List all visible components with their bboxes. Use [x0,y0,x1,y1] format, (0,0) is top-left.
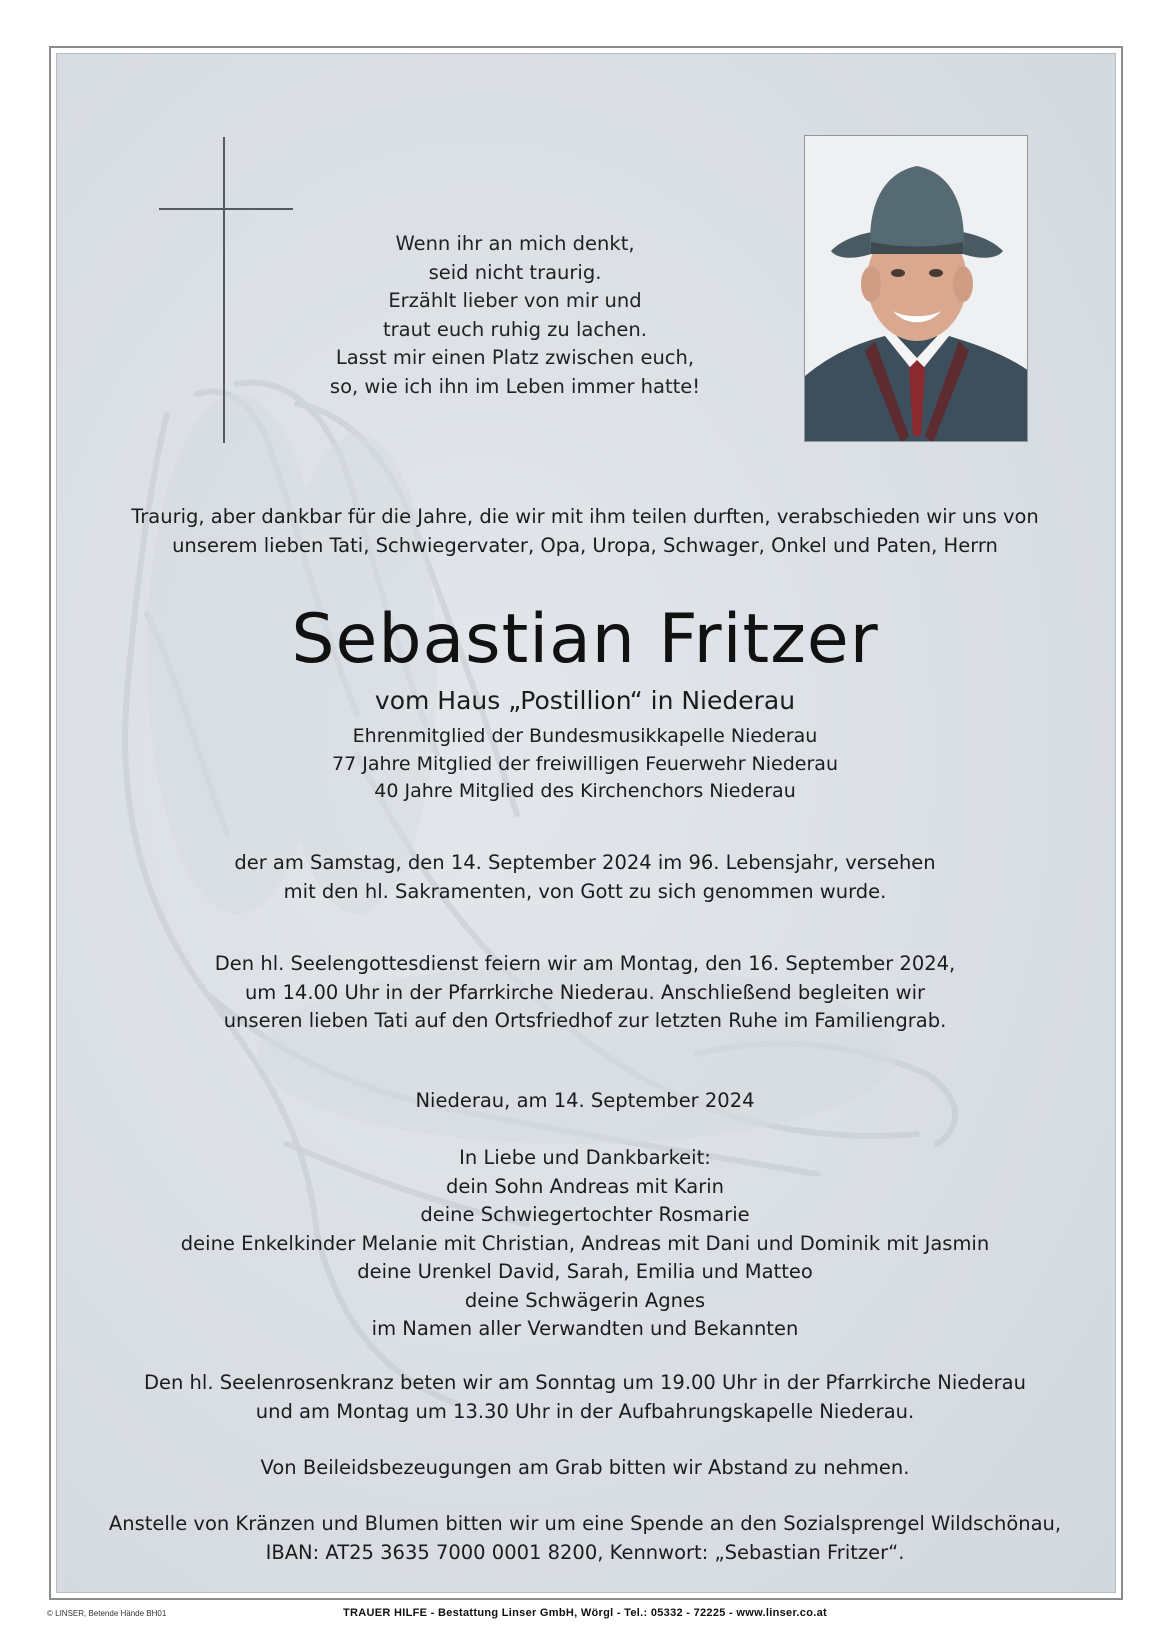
poem-line: Lasst mir einen Platz zwischen euch, [335,346,695,369]
rosary-line: Den hl. Seelenrosenkranz beten wir am Sonntag um 19.00 Uhr in der Pfarrkirche Niederau [143,1371,1026,1394]
mourner-line: dein Sohn Andreas mit Karin [446,1174,724,1198]
deceased-subtitle: vom Haus „Postillion“ in Niederau [374,686,796,715]
death-notice [60,849,1110,906]
donation-notice [60,1510,1110,1567]
poem-line: so, wie ich ihn im Leben immer hatte! [329,374,701,398]
mourner-line: In Liebe und Dankbarkeit: [459,1146,711,1169]
honor-line: Ehrenmitglied der Bundesmusikkapelle Niederau [352,725,818,747]
funeral-home-footer: TRAUER HILFE - Bestattung Linser GmbH, Wörgl - Tel.: 05332 - 72225 - www.linser.co.at [343,1607,827,1619]
service-line: unseren lieben Tati auf den Ortsfriedhof zur letzten Ruhe im Familiengrab. [223,1009,947,1032]
deceased-name: Sebastian Fritzer [291,600,879,679]
poem-line: seid nicht traurig. [428,260,602,284]
mourner-line: deine Urenkel David, Sarah, Emilia und Matteo [357,1260,813,1283]
rosary-notice [60,1369,1110,1426]
service-line: um 14.00 Uhr in der Pfarrkirche Niederau. Anschließend begleiten wir [244,980,926,1004]
death-line: mit den hl. Sakramenten, von Gott zu sich genommen wurde. [283,879,887,903]
intro-line: unserem lieben Tati, Schwiegervater, Opa, Uropa, Schwager, Onkel und Paten, Herrn [172,533,998,557]
mourner-line: deine Schwiegertochter Rosmarie [420,1203,750,1226]
donation-line: IBAN: AT25 3635 7000 0001 8200, Kennwort: „Sebastian Fritzer“. [265,1540,905,1564]
cross-vertical [223,137,225,443]
condolence-notice: Von Beileidsbezeugungen am Grab bitten wir Abstand zu nehmen. [260,1456,910,1479]
service-line: Den hl. Seelengottesdienst feiern wir am Montag, den 16. September 2024, [214,952,956,975]
honor-line: 40 Jahre Mitglied des Kirchenchors Niederau [374,780,796,802]
funeral-service [60,950,1110,1036]
donation-line: Anstelle von Kränzen und Blumen bitten wir um eine Spende an den Sozialsprengel Wildschönau, [108,1512,1062,1535]
place-date: Niederau, am 14. September 2024 [415,1089,755,1112]
intro-text [60,503,1110,560]
mourner-line: im Namen aller Verwandten und Bekannten [371,1317,799,1340]
intro-line: Traurig, aber dankbar für die Jahre, die wir mit ihm teilen durften, verabschieden wir uns von [131,505,1039,528]
death-line: der am Samstag, den 14. September 2024 im 96. Lebensjahr, versehen [234,851,936,874]
poem-line: traut euch ruhig zu lachen. [383,317,647,341]
cross-horizontal [159,208,293,210]
honors-list [60,723,1110,806]
mourner-line: deine Enkelkinder Melanie mit Christian, Andreas mit Dani und Dominik mit Jasmin [180,1231,990,1255]
honor-line: 77 Jahre Mitglied der freiwilligen Feuerwehr Niederau [332,752,838,775]
portrait-photo [804,135,1028,442]
copyright-note: © LINSER, Betende Hände BH01 [47,1609,167,1618]
poem-line: Erzählt lieber von mir und [388,289,642,312]
portrait-image [805,136,1028,442]
mourners-list [60,1144,1110,1344]
memorial-poem [300,230,730,401]
rosary-line: und am Montag um 13.30 Uhr in der Aufbahrungskapelle Niederau. [255,1399,915,1423]
mourner-line: deine Schwägerin Agnes [464,1288,706,1312]
poem-line: Wenn ihr an mich denkt, [395,232,635,255]
